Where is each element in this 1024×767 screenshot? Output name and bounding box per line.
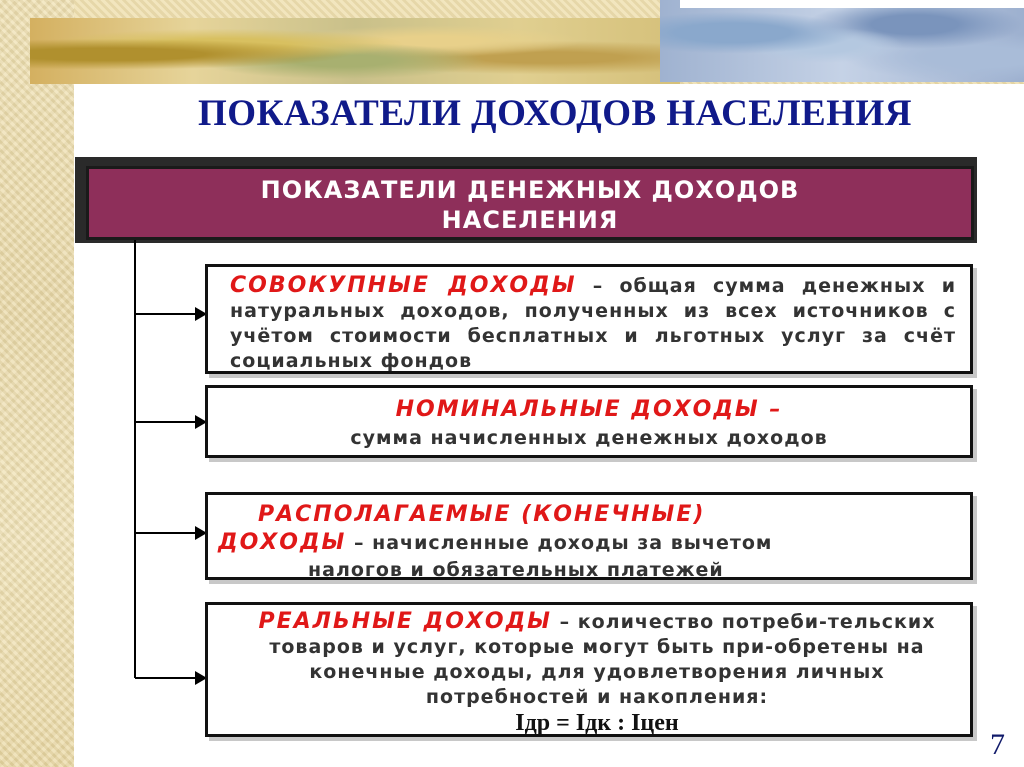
decorative-leaves-image [30, 18, 680, 84]
term-dash: – [576, 275, 620, 297]
connector-arrow [135, 421, 197, 423]
term-label: НОМИНАЛЬНЫЕ ДОХОДЫ [395, 397, 760, 422]
definition-text: сумма начисленных денежных доходов [350, 427, 828, 449]
definition-text-line-1: начисленные доходы за вычетом [372, 532, 773, 554]
term-label: РЕАЛЬНЫЕ ДОХОДЫ [258, 609, 552, 634]
definition-card-disposable-income [205, 492, 973, 580]
decorative-flowers-image [660, 0, 1024, 82]
term-dash: – [551, 611, 578, 633]
term-label-line-2: ДОХОДЫ [218, 530, 347, 555]
connector-line [134, 240, 136, 678]
real-income-formula: Iдр = Iдк : Iцен [515, 710, 679, 736]
definition-text: количество потреби-тельских товаров и услуг, которые могут быть при-обретены на конечные доходы, для удовлетворения личных потребностей и накопления: [269, 611, 936, 708]
term-dash: – [759, 397, 783, 422]
term-label: СОВОКУПНЫЕ ДОХОДЫ [230, 273, 577, 298]
header-box [86, 166, 974, 240]
definition-card-total-income [205, 264, 973, 374]
definition-card-real-income [205, 602, 973, 737]
decorative-frame [680, 0, 1024, 8]
connector-arrow [135, 313, 197, 315]
definition-text-line-2: налогов и обязательных платежей [308, 559, 724, 581]
connector-arrow [135, 677, 197, 679]
page-title: ПОКАЗАТЕЛИ ДОХОДОВ НАСЕЛЕНИЯ [197, 93, 913, 134]
definition-text: общая сумма денежных и натуральных доходов, полученных из всех источников с учётом стоимости бесплатных и льготных услуг за счёт социальных фондов [230, 275, 957, 372]
connector-arrow [135, 532, 197, 534]
header-line-1: ПОКАЗАТЕЛИ ДЕНЕЖНЫХ ДОХОДОВ [260, 176, 800, 204]
definition-card-nominal-income [205, 385, 973, 458]
term-dash: – [346, 532, 373, 554]
term-label-line-1: РАСПОЛАГАЕМЫЕ (КОНЕЧНЫЕ) [258, 502, 706, 527]
page-number: 7 [990, 728, 1005, 761]
header-line-2: НАСЕЛЕНИЯ [441, 206, 619, 234]
